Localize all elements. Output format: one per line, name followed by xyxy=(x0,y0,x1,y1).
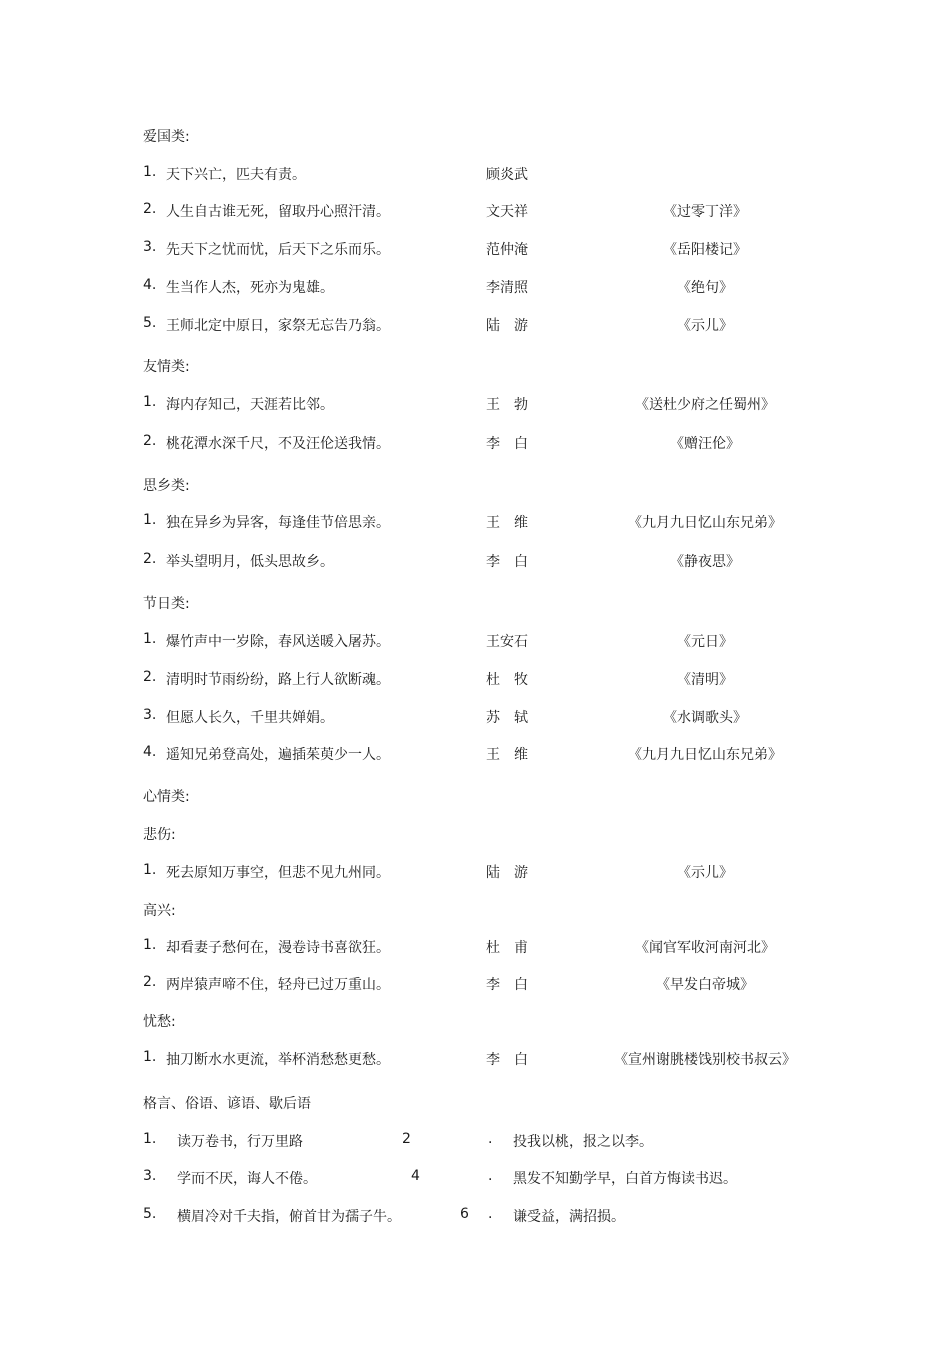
quote-author: 顾炎武 xyxy=(486,167,528,183)
quote-text: 但愿人长久，千里共婵娟。 xyxy=(166,710,334,726)
quote-text: 先天下之忧而忧，后天下之乐而乐。 xyxy=(166,242,390,258)
quote-source: 《早发白帝城》 xyxy=(656,977,754,993)
proverb-row xyxy=(0,1168,950,1188)
proverb-number: 2 xyxy=(402,1131,411,1147)
quote-author: 王安石 xyxy=(486,634,528,650)
quote-row xyxy=(0,394,950,414)
quote-text: 王师北定中原日，家祭无忘告乃翁。 xyxy=(166,318,390,334)
quote-text: 举头望明月，低头思故乡。 xyxy=(166,554,334,570)
quote-text: 生当作人杰，死亦为鬼雄。 xyxy=(166,280,334,296)
quote-source: 《九月九日忆山东兄弟》 xyxy=(628,747,782,763)
subsection-heading-worry: 忧愁: xyxy=(143,1014,176,1030)
quote-number: 1. xyxy=(143,394,157,410)
quote-number: 4. xyxy=(143,277,157,293)
quote-source: 《示儿》 xyxy=(677,318,733,334)
quote-number: 3. xyxy=(143,707,157,723)
proverb-text: 黑发不知勤学早，白首方悔读书迟。 xyxy=(513,1171,737,1187)
quote-text: 天下兴亡，匹夫有责。 xyxy=(166,167,306,183)
section-heading-proverbs: 格言、俗语、谚语、歇后语 xyxy=(143,1096,311,1112)
quote-row xyxy=(0,277,950,297)
subsection-heading-joy: 高兴: xyxy=(143,903,176,919)
section-heading-festivals: 节日类: xyxy=(143,596,190,612)
quote-text: 清明时节雨纷纷，路上行人欲断魂。 xyxy=(166,672,390,688)
quote-number: 1. xyxy=(143,164,157,180)
quote-source: 《九月九日忆山东兄弟》 xyxy=(628,515,782,531)
quote-number: 1. xyxy=(143,937,157,953)
quote-source: 《赠汪伦》 xyxy=(670,436,740,452)
quote-source: 《清明》 xyxy=(677,672,733,688)
quote-author: 李 白 xyxy=(486,1052,528,1068)
quote-text: 爆竹声中一岁除，春风送暖入屠苏。 xyxy=(166,634,390,650)
quote-text: 人生自古谁无死，留取丹心照汗清。 xyxy=(166,204,390,220)
quote-author: 李 白 xyxy=(486,436,528,452)
quote-author: 陆 游 xyxy=(486,865,528,881)
quote-text: 却看妻子愁何在，漫卷诗书喜欲狂。 xyxy=(166,940,390,956)
proverb-dot: . xyxy=(488,1131,493,1147)
quote-source: 《闻官军收河南河北》 xyxy=(635,940,775,956)
quote-row xyxy=(0,937,950,957)
quote-author: 王 维 xyxy=(486,747,528,763)
quote-author: 范仲淹 xyxy=(486,242,528,258)
section-heading-mood: 心情类: xyxy=(143,789,190,805)
quote-text: 独在异乡为异客，每逢佳节倍思亲。 xyxy=(166,515,390,531)
proverb-number: 1. xyxy=(143,1131,157,1147)
quote-source: 《过零丁洋》 xyxy=(663,204,747,220)
quote-number: 1. xyxy=(143,512,157,528)
quote-author: 文天祥 xyxy=(486,204,528,220)
quote-number: 2. xyxy=(143,201,157,217)
proverb-dot: . xyxy=(488,1206,493,1222)
proverb-number: 4 xyxy=(411,1168,420,1184)
quote-author: 李清照 xyxy=(486,280,528,296)
quote-author: 杜 牧 xyxy=(486,672,528,688)
quote-source: 《示儿》 xyxy=(677,865,733,881)
quote-number: 3. xyxy=(143,239,157,255)
quote-source: 《水调歌头》 xyxy=(663,710,747,726)
quote-row xyxy=(0,1049,950,1069)
quote-row xyxy=(0,862,950,882)
proverb-number: 5. xyxy=(143,1206,157,1222)
quote-author: 杜 甫 xyxy=(486,940,528,956)
quote-row xyxy=(0,744,950,764)
section-heading-homesickness: 思乡类: xyxy=(143,478,190,494)
quote-number: 1. xyxy=(143,1049,157,1065)
quote-row xyxy=(0,631,950,651)
quote-source: 《静夜思》 xyxy=(670,554,740,570)
quote-row xyxy=(0,164,950,184)
quote-number: 2. xyxy=(143,974,157,990)
proverb-text: 横眉冷对千夫指，俯首甘为孺子牛。 xyxy=(177,1209,401,1225)
quote-row xyxy=(0,551,950,571)
quote-row xyxy=(0,239,950,259)
quote-source: 《宣州谢朓楼饯别校书叔云》 xyxy=(614,1052,796,1068)
quote-text: 桃花潭水深千尺，不及汪伦送我情。 xyxy=(166,436,390,452)
quote-source: 《元日》 xyxy=(677,634,733,650)
proverb-number: 6 xyxy=(460,1206,469,1222)
quote-row xyxy=(0,669,950,689)
quote-row xyxy=(0,512,950,532)
section-heading-patriotism: 爱国类: xyxy=(143,129,190,145)
quote-number: 2. xyxy=(143,433,157,449)
quote-row xyxy=(0,201,950,221)
proverb-text: 投我以桃，报之以李。 xyxy=(513,1134,653,1150)
quote-row xyxy=(0,315,950,335)
quote-text: 抽刀断水水更流，举杯消愁愁更愁。 xyxy=(166,1052,390,1068)
quote-author: 苏 轼 xyxy=(486,710,528,726)
quote-number: 2. xyxy=(143,551,157,567)
quote-source: 《绝句》 xyxy=(677,280,733,296)
quote-number: 5. xyxy=(143,315,157,331)
quote-source: 《送杜少府之任蜀州》 xyxy=(635,397,775,413)
quote-row xyxy=(0,707,950,727)
subsection-heading-sorrow: 悲伤: xyxy=(143,827,176,843)
quote-row xyxy=(0,433,950,453)
proverb-row xyxy=(0,1131,950,1151)
section-heading-friendship: 友情类: xyxy=(143,359,190,375)
quote-source: 《岳阳楼记》 xyxy=(663,242,747,258)
quote-number: 1. xyxy=(143,862,157,878)
proverb-row xyxy=(0,1206,950,1226)
quote-text: 遥知兄弟登高处，遍插茱萸少一人。 xyxy=(166,747,390,763)
proverb-text: 谦受益，满招损。 xyxy=(513,1209,625,1225)
quote-author: 陆 游 xyxy=(486,318,528,334)
proverb-number: 3. xyxy=(143,1168,157,1184)
proverb-text: 学而不厌，诲人不倦。 xyxy=(177,1171,317,1187)
quote-text: 海内存知己，天涯若比邻。 xyxy=(166,397,334,413)
quote-text: 死去原知万事空，但悲不见九州同。 xyxy=(166,865,390,881)
quote-author: 李 白 xyxy=(486,977,528,993)
quote-number: 1. xyxy=(143,631,157,647)
quote-number: 2. xyxy=(143,669,157,685)
proverb-dot: . xyxy=(488,1168,493,1184)
quote-text: 两岸猿声啼不住，轻舟已过万重山。 xyxy=(166,977,390,993)
proverb-text: 读万卷书，行万里路 xyxy=(177,1134,303,1150)
quote-author: 李 白 xyxy=(486,554,528,570)
quote-author: 王 勃 xyxy=(486,397,528,413)
quote-row xyxy=(0,974,950,994)
quote-author: 王 维 xyxy=(486,515,528,531)
quote-number: 4. xyxy=(143,744,157,760)
